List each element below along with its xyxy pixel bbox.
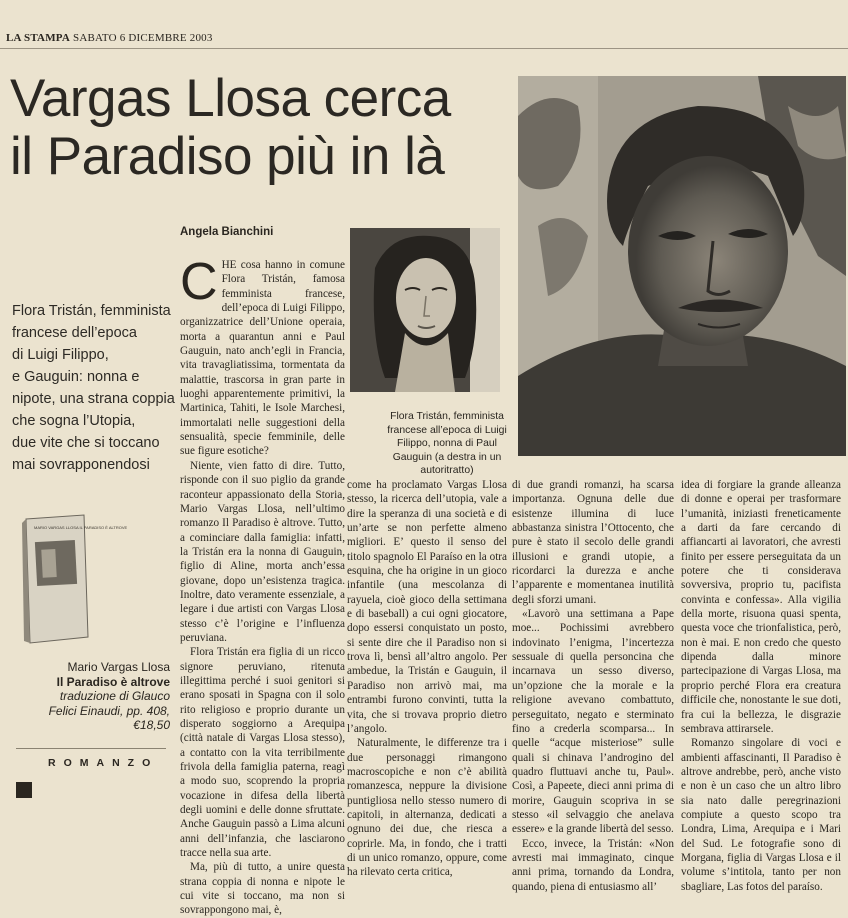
article-paragraph: Ecco, invece, la Tristán: «Non avresti mai immaginato, cinque anni prima, tornando da Londra, quando, piena di entusiasmo all’ bbox=[512, 837, 674, 893]
subhead-line: di Luigi Filippo, bbox=[12, 347, 109, 363]
article-paragraph: Naturalmente, le differenze tra i due personaggi rimangono macroscopiche e non c’è abilità romanzesca, neppure la divisione puntigliosa nello stesso numero di capitoli, in alternanza, dedicati a ognuno dei due, che riesca a coprirle. Ma, in fondo, che i tratti di un unico romanzo, oppure, come ha rilevato certa critica, bbox=[347, 737, 507, 879]
article-paragraph: Flora Tristán era figlia di un ricco signore peruviano, ritenuta illegittima perché i suoi genitori si erano sposati in Spagna con il solo rito religioso e proprio durante un disperato soggiorno a Arequipa (città natale di Vargas Llosa stesso), a contatto con la vita terribilmente frivola della famiglia paterna, reagì a modo suo, scoprendo la propria vocazione in difesa della libertà degli uomini e delle donne sfruttate. Anche Gauguin passò a Lima alcuni anni dell’infanzia, che lasciarono tracce nella sua arte. bbox=[180, 646, 345, 860]
subhead-line: due vite che si toccano bbox=[12, 435, 160, 451]
article-paragraph: «Lavorò una settimana a Pape moe... Pochissimi avrebbero indovinato l’enigma, l’incertezza sessuale di quella personcina che incarnava un sesso diverso, un’opzione che la morale e la religione avevano combattuto, perseguitato, negato e sterminato fino a crederla scomparsa... In quelle “acque misteriose” sulle quali si chinava l’androgino del quadro fluttuavi anche tu, Paul». Così, a Papeete, dieci anni prima di morire, Gauguin scopriva in se stesso «il selvaggio che anelava essere» e la grande libertà del sesso. bbox=[512, 608, 674, 836]
article-paragraph: come ha proclamato Vargas Llosa stesso, la ricerca dell’utopia, vale a dire la speranza di una società e di un’arte se non perfette almeno migliori. E’ questo il senso del titolo spagnolo El Paraíso en la otra esquina, che ha origine in un gioco infantile (una mescolanza di rayuela, cioè gioco della settimana e di baseball) a cui ogni giocatore, dopo essersi conquistato un posto, si sente dire che il Paradiso non si trova lì, bensì all’altro angolo. Per ambedue, la Tristán e Gauguin, il Paradiso non arrivò mai, ma entrambi furono convinti, tutta la vita, che si trovava proprio dietro l’angolo. bbox=[347, 479, 507, 735]
subhead-line: mai sovrapponendosi bbox=[12, 457, 150, 473]
flora-tristan-portrait bbox=[350, 228, 500, 392]
book-caption bbox=[30, 660, 170, 733]
book-cover-text: MARIO VARGAS LLOSA IL PARADISO È ALTROVE bbox=[34, 525, 128, 530]
book-cover bbox=[20, 515, 128, 643]
book-title: Il Paradiso è altrove bbox=[56, 674, 170, 689]
subhead-line: francese dell’epoca bbox=[12, 325, 137, 341]
masthead-paper: LA STAMPA bbox=[6, 32, 71, 44]
article-column-3 bbox=[512, 478, 674, 894]
article-paragraph: Ma, più di tutto, a unire questa strana coppia di nonna e nipote le cui vite si toccano, ma non si sovrappongono mai, è, bbox=[180, 861, 345, 917]
masthead-rule bbox=[0, 48, 848, 49]
book-author: Mario Vargas Llosa bbox=[67, 660, 170, 674]
subhead-line: e Gauguin: nonna e bbox=[12, 369, 140, 385]
headline-line-1: Vargas Llosa cerca bbox=[10, 69, 451, 128]
article-paragraph: idea di forgiare la grande alleanza di donne e operai per trasformare l’umanità, iniziasti freneticamente a darti da fare cercando di affiancarti ai lavoratori, che avresti finito per essere perseguitata da un potere che ti considerava sovversiva, proprio tu, pacifista convinta e confessa». Alla vigilia della morte, risuona quasi spenta, questa voce che trionfalistica, però, non è mai. E non credo che questo dipenda dalla minore partecipazione di Vargas Llosa, ma proprio perché Flora era creatura difficile che, nonostante le sue doti, fra cui la bellezza, le disgrazie sembrava attirarsele. bbox=[681, 479, 841, 735]
subhead bbox=[12, 300, 175, 476]
article-column-2 bbox=[347, 478, 507, 880]
portrait-caption: Flora Tristán, femminista francese all’epoca di Luigi Filippo, nonna di Paul Gauguin (a destra in un autoritratto) bbox=[387, 411, 507, 476]
rubric-rule bbox=[16, 748, 166, 749]
byline: Angela Bianchini bbox=[180, 226, 274, 238]
article-paragraph: Romanzo singolare di voci e ambienti affascinanti, Il Paradiso è altrove andrebbe, però, anche visto e non è un caso che un altro libro sia nato dalle peregrinazioni compiute a questo scopo tra Londra, Lima, Arequipa e i Mari del Sud. Le fotografie sono di Morgana, figlia di Vargas Llosa e il volume s’intitola, tanto per non sbagliare, Las fotos del paraíso. bbox=[681, 737, 841, 893]
article-paragraph: HE cosa hanno in comune Flora Tristán, famosa femminista francese, dell’epoca di Luigi Filippo, organizzatrice dell’Unione operaia, morta a quarantun anni e Paul Gauguin, nato anch’egli in Francia, vita travagliatissima, tormentata da malattie, trascorsa in gran parte in luoghi apparentemente primitivi, la Martinica, Tahiti, le Isole Marchesi, immortalati nelle suggestioni della sensualità, specie femminile, delle sue figure esotiche? bbox=[180, 259, 345, 458]
subhead-line: Flora Tristán, femminista bbox=[12, 303, 171, 319]
masthead bbox=[6, 32, 213, 44]
rubric-label: ROMANZO bbox=[48, 757, 159, 769]
article-column-4 bbox=[681, 478, 841, 894]
article-paragraph: Niente, vien fatto di dire. Tutto, risponde con il suo piglio da grande raconteur appassionato della Storia, Mario Vargas Llosa, nell’ultimo romanzo Il Paradiso è altrove. Tutto, a cominciare dalla famiglia: infatti, la Tristán era la nonna di Gauguin, figlio di Aline, morta anch’essa giovane, dopo un’esistenza tragica. Inoltre, dato veramente essenziale, a legare i due artisti con Vargas Llosa stesso c’è l’origine e l’influenza peruviana. bbox=[180, 459, 345, 644]
headline-line-2: il Paradiso più in là bbox=[10, 127, 445, 186]
subhead-line: nipote, una strana coppia bbox=[12, 391, 175, 407]
headline bbox=[10, 70, 510, 186]
article-column-1 bbox=[180, 253, 345, 918]
article-paragraph: di due grandi romanzi, ha scarsa importanza. Ognuna delle due esistenze illumina di luce abbastanza sinistra l’Ottocento, che pure è stato il secolo delle grandi illusioni e grandi utopie, a ricordarci la durezza e anche l’apparente e momentanea inutilità degli sforzi umani. bbox=[512, 479, 674, 606]
dropcap: C bbox=[180, 253, 218, 311]
book-details: traduzione di Glauco Felici Einaudi, pp. 408, €18,50 bbox=[48, 689, 170, 732]
section-marker bbox=[16, 782, 32, 798]
gauguin-self-portrait bbox=[518, 76, 846, 456]
subhead-line: che sogna l’Utopia, bbox=[12, 413, 136, 429]
masthead-date: SABATO 6 DICEMBRE 2003 bbox=[73, 32, 213, 44]
